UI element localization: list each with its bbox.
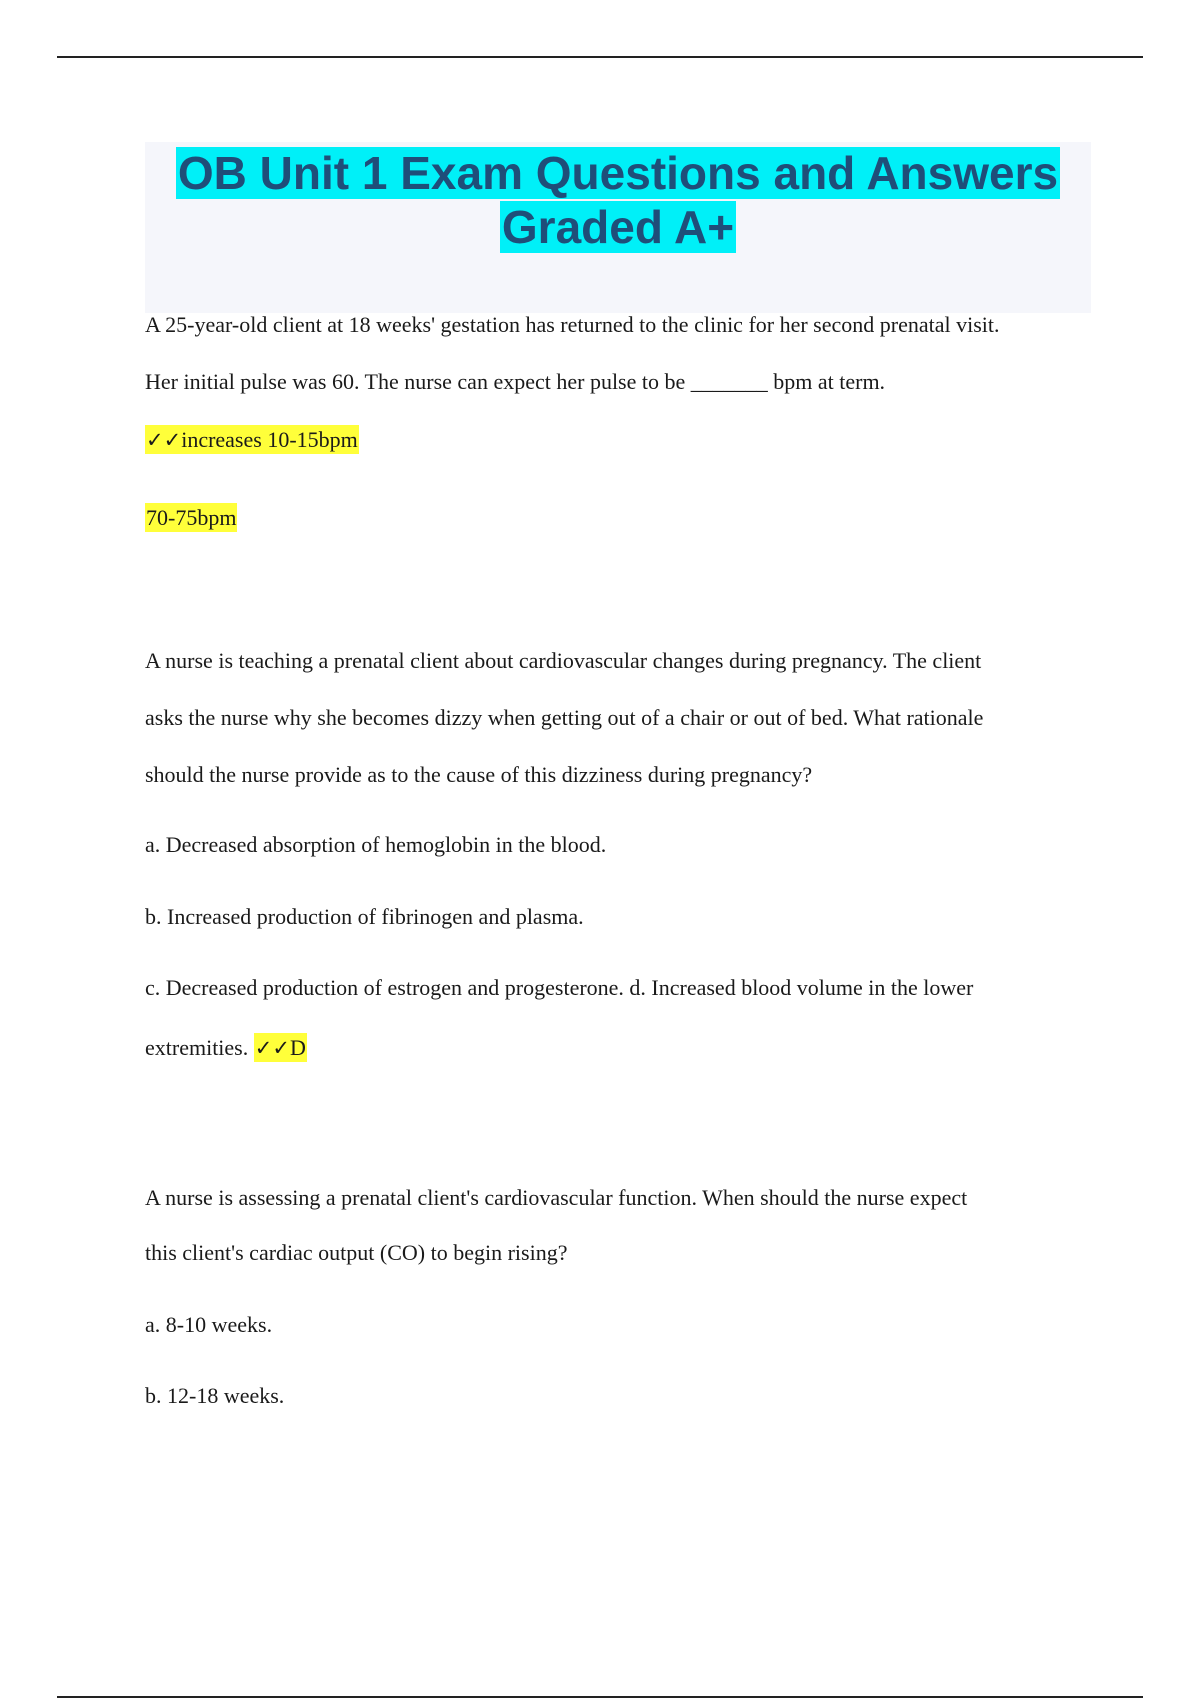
document-title	[145, 142, 1091, 254]
q2-line-1: A nurse is teaching a prenatal client about cardiovascular changes during pregnancy. The client	[145, 648, 982, 673]
q2-option-a: a. Decreased absorption of hemoglobin in the blood.	[145, 832, 607, 857]
top-rule	[57, 56, 1143, 58]
q2-answer-highlight	[254, 1033, 307, 1062]
q2-option-c-line-1: c. Decreased production of estrogen and progesterone. d. Increased blood volume in the lower	[145, 975, 974, 1000]
bottom-rule	[57, 1696, 1143, 1698]
q1-answer-extra	[145, 503, 1105, 533]
q1-answer	[145, 425, 1105, 455]
q2-answer-text: D	[289, 1035, 306, 1060]
q1-line-1: A 25-year-old client at 18 weeks' gestation has returned to the clinic for her second prenatal visit.	[145, 312, 1000, 337]
title-line-1: OB Unit 1 Exam Questions and Answers	[177, 147, 1059, 199]
q2-line-2: asks the nurse why she becomes dizzy when getting out of a chair or out of bed. What rationale	[145, 705, 984, 730]
q2-option-c-line-2	[145, 1033, 1105, 1063]
q2-line-3: should the nurse provide as to the cause of this dizziness during pregnancy?	[145, 762, 813, 787]
q2-option-c-line-2-text: extremities.	[145, 1035, 249, 1060]
title-block	[145, 142, 1091, 313]
q1-line-2: Her initial pulse was 60. The nurse can expect her pulse to be _______ bpm at term.	[145, 369, 886, 394]
q3-option-b: b. 12-18 weeks.	[145, 1383, 285, 1408]
checkmark-icon: ✓✓	[254, 1036, 290, 1060]
checkmark-icon: ✓✓	[146, 428, 182, 452]
q3-option-a: a. 8-10 weeks.	[145, 1312, 273, 1337]
q1-answer-extra-highlight: 70-75bpm	[146, 505, 237, 530]
q1-answer-highlight	[145, 425, 359, 454]
q1-answer-text: increases 10-15bpm	[181, 427, 358, 452]
q3-line-2: this client's cardiac output (CO) to begin rising?	[145, 1240, 568, 1265]
title-line-2: Graded A+	[501, 201, 735, 253]
q2-option-b: b. Increased production of fibrinogen and plasma.	[145, 904, 584, 929]
q3-line-1: A nurse is assessing a prenatal client's cardiovascular function. When should the nurse expect	[145, 1185, 968, 1210]
